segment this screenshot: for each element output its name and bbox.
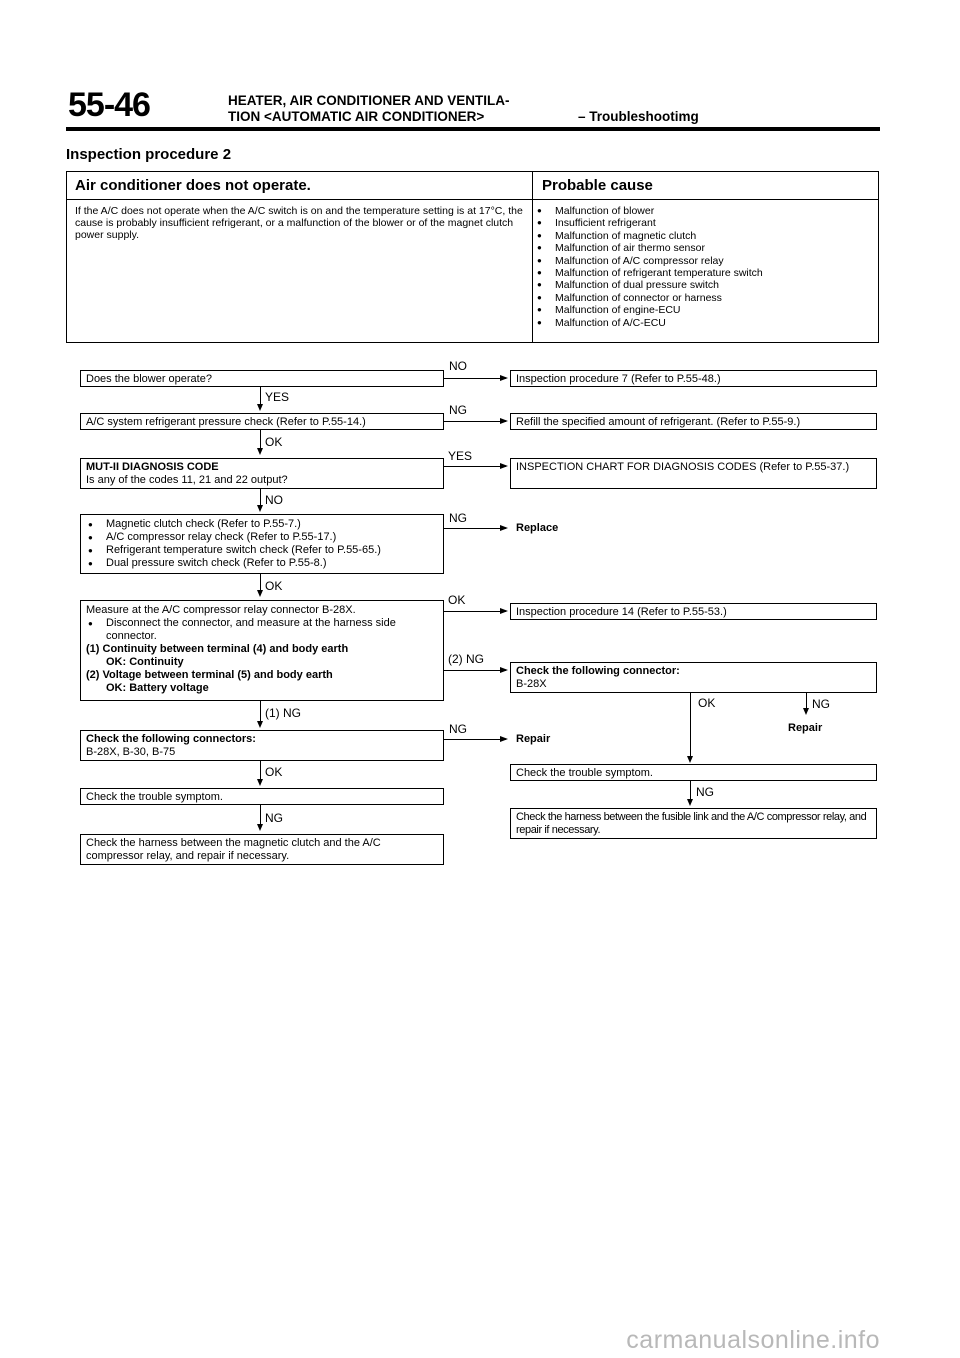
- result-replace: Replace: [516, 522, 559, 534]
- arrow-down-icon: [257, 590, 263, 597]
- check-1-ok: OK: Continuity: [106, 656, 184, 668]
- connector-line: [444, 528, 506, 529]
- connector-line: [690, 781, 691, 801]
- header-section: – Troubleshootimg: [578, 109, 699, 124]
- cause-item: ● Malfunction of engine-ECU: [535, 304, 865, 316]
- step-text: Check the trouble symptom.: [86, 791, 223, 803]
- step-check-harness-clutch: [80, 834, 444, 865]
- result-inspection-7: [510, 370, 877, 387]
- connector-line: [444, 670, 506, 671]
- branch-label: NO: [449, 359, 467, 373]
- result-inspection-14: [510, 603, 877, 620]
- check-item: ● Dual pressure switch check (Refer to P.55-8.): [86, 557, 438, 570]
- cause-item: ● Insufficient refrigerant: [535, 217, 865, 229]
- cause-heading: Probable cause: [542, 177, 653, 194]
- step-blower-question: [80, 370, 444, 387]
- arrow-right-icon: [500, 667, 508, 673]
- branch-label: YES: [265, 390, 290, 404]
- arrow-down-icon: [257, 448, 263, 455]
- cause-item: ● Malfunction of A/C-ECU: [535, 317, 865, 329]
- step-title: Check the following connectors:: [86, 733, 256, 745]
- cause-item: ● Malfunction of air thermo sensor: [535, 242, 865, 254]
- result-title: Check the following connector:: [516, 665, 680, 677]
- result-text: B-28X: [516, 678, 547, 690]
- branch-label: OK: [265, 435, 283, 449]
- step-component-checks: [80, 514, 444, 574]
- result-diagnosis-chart: [510, 458, 877, 489]
- step-check-connectors: [80, 730, 444, 761]
- arrow-down-icon: [687, 756, 693, 763]
- result-check-harness-fusible: [510, 808, 877, 839]
- branch-label: OK: [265, 765, 283, 779]
- result-text: Check the trouble symptom.: [516, 767, 653, 779]
- connector-line: [444, 421, 506, 422]
- header-title-line1: HEATER, AIR CONDITIONER AND VENTILA-: [228, 93, 510, 108]
- branch-label: (1) NG: [265, 706, 301, 720]
- step-refrigerant-pressure: [80, 413, 444, 430]
- branch-label: NG: [696, 785, 714, 799]
- cause-item: ● Malfunction of blower: [535, 205, 865, 217]
- arrow-right-icon: [500, 418, 508, 424]
- check-item: ● Refrigerant temperature switch check (Refer to P.55-65.): [86, 544, 438, 557]
- branch-label: NG: [449, 722, 467, 736]
- step-text: Check the harness between the magnetic clutch and the A/C compressor relay, and repair if necessary.: [86, 837, 381, 862]
- result-repair: Repair: [516, 733, 551, 745]
- cause-item: ● Malfunction of refrigerant temperature switch: [535, 267, 865, 279]
- step-text: Measure at the A/C compressor relay connector B-28X.: [86, 604, 356, 616]
- cause-item: ● Malfunction of A/C compressor relay: [535, 255, 865, 267]
- check-item: ● Magnetic clutch check (Refer to P.55-7.): [86, 518, 438, 531]
- arrow-right-icon: [500, 608, 508, 614]
- step-text: A/C system refrigerant pressure check (Refer to P.55-14.): [86, 416, 366, 428]
- result-refill-refrigerant: [510, 413, 877, 430]
- connector-line: [444, 378, 506, 379]
- branch-label: OK: [448, 593, 466, 607]
- result-text: INSPECTION CHART FOR DIAGNOSIS CODES (Refer to P.55-37.): [516, 461, 850, 473]
- header-title-line2: TION <AUTOMATIC AIR CONDITIONER>: [228, 109, 485, 124]
- arrow-down-icon: [257, 505, 263, 512]
- symptom-description: If the A/C does not operate when the A/C switch is on and the temperature setting is at 17°C, the cause is probably insufficient refrigerant, or a malfunction of the blower or of the magnet clutch power supply.: [75, 205, 523, 242]
- step-check-trouble-symptom: [80, 788, 444, 805]
- step-text: B-28X, B-30, B-75: [86, 746, 176, 758]
- result-check-connector-b28x: [510, 662, 877, 693]
- table-divider-v: [532, 172, 533, 342]
- page-number: 55-46: [68, 86, 150, 124]
- branch-label: (2) NG: [448, 652, 484, 666]
- branch-label: OK: [698, 696, 716, 710]
- symptom-heading: Air conditioner does not operate.: [75, 177, 311, 194]
- step-mut-diagnosis: [80, 458, 444, 489]
- check-2-ok: OK: Battery voltage: [106, 682, 209, 694]
- arrow-right-icon: [500, 736, 508, 742]
- check-item: ● A/C compressor relay check (Refer to P.55-17.): [86, 531, 438, 544]
- result-text: Refill the specified amount of refrigerant. (Refer to P.55-9.): [516, 416, 801, 428]
- branch-label: NG: [812, 697, 830, 711]
- arrow-down-icon: [257, 404, 263, 411]
- result-text: Inspection procedure 14 (Refer to P.55-53.): [516, 606, 727, 618]
- header-rule: [66, 127, 880, 131]
- step-title: MUT-II DIAGNOSIS CODE: [86, 461, 219, 473]
- arrow-down-icon: [257, 721, 263, 728]
- step-relay-connector-measure: [80, 600, 444, 701]
- connector-line: [444, 466, 506, 467]
- result-check-trouble-symptom: [510, 764, 877, 781]
- step-text: Does the blower operate?: [86, 373, 212, 385]
- step-text: Is any of the codes 11, 21 and 22 output?: [86, 474, 288, 486]
- arrow-down-icon: [803, 708, 809, 715]
- branch-label: NG: [449, 403, 467, 417]
- connector-line: [690, 693, 691, 757]
- arrow-down-icon: [257, 779, 263, 786]
- table-divider-h: [67, 199, 878, 200]
- result-text: Inspection procedure 7 (Refer to P.55-48.): [516, 373, 721, 385]
- arrow-down-icon: [687, 799, 693, 806]
- branch-label: NO: [265, 493, 283, 507]
- check-2: (2) Voltage between terminal (5) and body earth: [86, 669, 333, 681]
- result-text: Check the harness between the fusible link and the A/C compressor relay, and repair if necessary.: [516, 811, 867, 836]
- summary-table: [66, 171, 879, 343]
- cause-item: ● Malfunction of dual pressure switch: [535, 279, 865, 291]
- step-bullet: ● Disconnect the connector, and measure at the harness side connector.: [86, 617, 438, 643]
- connector-line: [260, 430, 261, 450]
- arrow-right-icon: [500, 525, 508, 531]
- cause-list: [535, 205, 865, 329]
- arrow-right-icon: [500, 463, 508, 469]
- branch-label: NG: [265, 811, 283, 825]
- arrow-down-icon: [257, 824, 263, 831]
- arrow-right-icon: [500, 375, 508, 381]
- check-1: (1) Continuity between terminal (4) and body earth: [86, 643, 349, 655]
- connector-line: [444, 739, 506, 740]
- cause-item: ● Malfunction of magnetic clutch: [535, 230, 865, 242]
- branch-label: OK: [265, 579, 283, 593]
- procedure-title: Inspection procedure 2: [66, 146, 232, 163]
- cause-item: ● Malfunction of connector or harness: [535, 292, 865, 304]
- branch-label: YES: [448, 449, 473, 463]
- connector-line: [444, 611, 506, 612]
- result-repair-right: Repair: [788, 722, 823, 734]
- branch-label: NG: [449, 511, 467, 525]
- watermark: carmanualsonline.info: [626, 1326, 880, 1354]
